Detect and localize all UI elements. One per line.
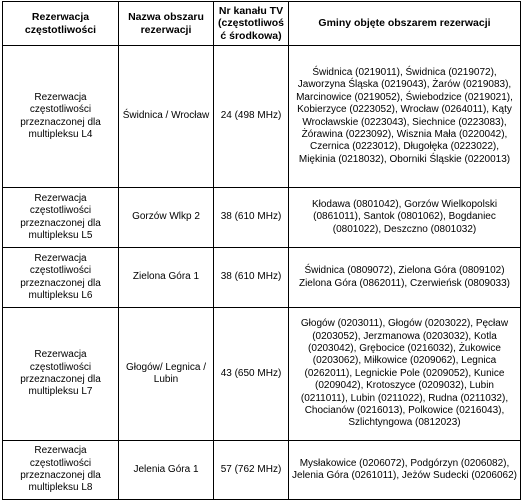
cell-channel: 38 (610 MHz) <box>214 248 289 308</box>
cell-municipalities: Głogów (0203011), Głogów (0203022), Pęcław (0203052), Jerzmanowa (0203032), Kotla (0203042), Grębocice (0216032), Żukowice (0203062), Miłkowice (0209062), Legnica (0262011), Legnickie Pole (0209052), Kunice (0209042), Krotoszyce (0209032), Lubin (0211011), Lubin (0211022), Rudna (0211032), Chocianów (0216013), Polkowice (0216043), Szlichtyngowa (0812023) <box>289 308 521 441</box>
cell-channel: 38 (610 MHz) <box>214 188 289 248</box>
cell-reservation: Rezerwacja częstotliwości przeznaczonej dla multipleksu L4 <box>3 46 119 188</box>
cell-channel: 24 (498 MHz) <box>214 46 289 188</box>
header-reservation: Rezerwacja częstotliwości <box>3 2 119 46</box>
cell-reservation: Rezerwacja częstotliwości przeznaczonej dla multipleksu L6 <box>3 248 119 308</box>
header-channel: Nr kanału TV (częstotliwość środkowa) <box>214 2 289 46</box>
frequency-reservation-table <box>2 1 521 500</box>
cell-municipalities: Świdnica (0219011), Świdnica (0219072), Jaworzyna Śląska (0219043), Żarów (0219083), Marcinowice (0219052), Świebodzice (0219021), Kobierzyce (0223052), Wrocław (0264011), Kąty Wrocławskie (0223043), Siechnice (0223083), Żórawina (0223092), Wisznia Mała (0220042), Czernica (0223012), Długołęka (0223022), Miękinia (0218032), Oborniki Śląskie (0220013) <box>289 46 521 188</box>
cell-area-name: Jelenia Góra 1 <box>119 441 214 500</box>
header-municipalities: Gminy objęte obszarem rezerwacji <box>289 2 521 46</box>
cell-municipalities: Świdnica (0809072), Zielona Góra (0809102) Zielona Góra (0862011), Czerwieńsk (0809033) <box>289 248 521 308</box>
cell-area-name: Głogów/ Legnica / Lubin <box>119 308 214 441</box>
cell-reservation: Rezerwacja częstotliwości przeznaczonej dla multipleksu L5 <box>3 188 119 248</box>
cell-channel: 57 (762 MHz) <box>214 441 289 500</box>
table-row <box>3 46 521 188</box>
cell-area-name: Świdnica / Wrocław <box>119 46 214 188</box>
table-row <box>3 248 521 308</box>
cell-area-name: Gorzów Wlkp 2 <box>119 188 214 248</box>
header-row <box>3 2 521 46</box>
header-area-name: Nazwa obszaru rezerwacji <box>119 2 214 46</box>
cell-reservation: Rezerwacja częstotliwości przeznaczonej dla multipleksu L7 <box>3 308 119 441</box>
table-row <box>3 188 521 248</box>
cell-channel: 43 (650 MHz) <box>214 308 289 441</box>
cell-area-name: Zielona Góra 1 <box>119 248 214 308</box>
table-header <box>3 2 521 46</box>
cell-municipalities: Mysłakowice (0206072), Podgórzyn (0206082), Jelenia Góra (0261011), Jeżów Sudecki (0206062) <box>289 441 521 500</box>
table-row <box>3 441 521 500</box>
cell-reservation: Rezerwacja częstotliwości przeznaczonej dla multipleksu L8 <box>3 441 119 500</box>
table-body <box>3 46 521 500</box>
cell-municipalities: Kłodawa (0801042), Gorzów Wielkopolski (0861011), Santok (0801062), Bogdaniec (0801022), Deszczno (0801032) <box>289 188 521 248</box>
table-row <box>3 308 521 441</box>
